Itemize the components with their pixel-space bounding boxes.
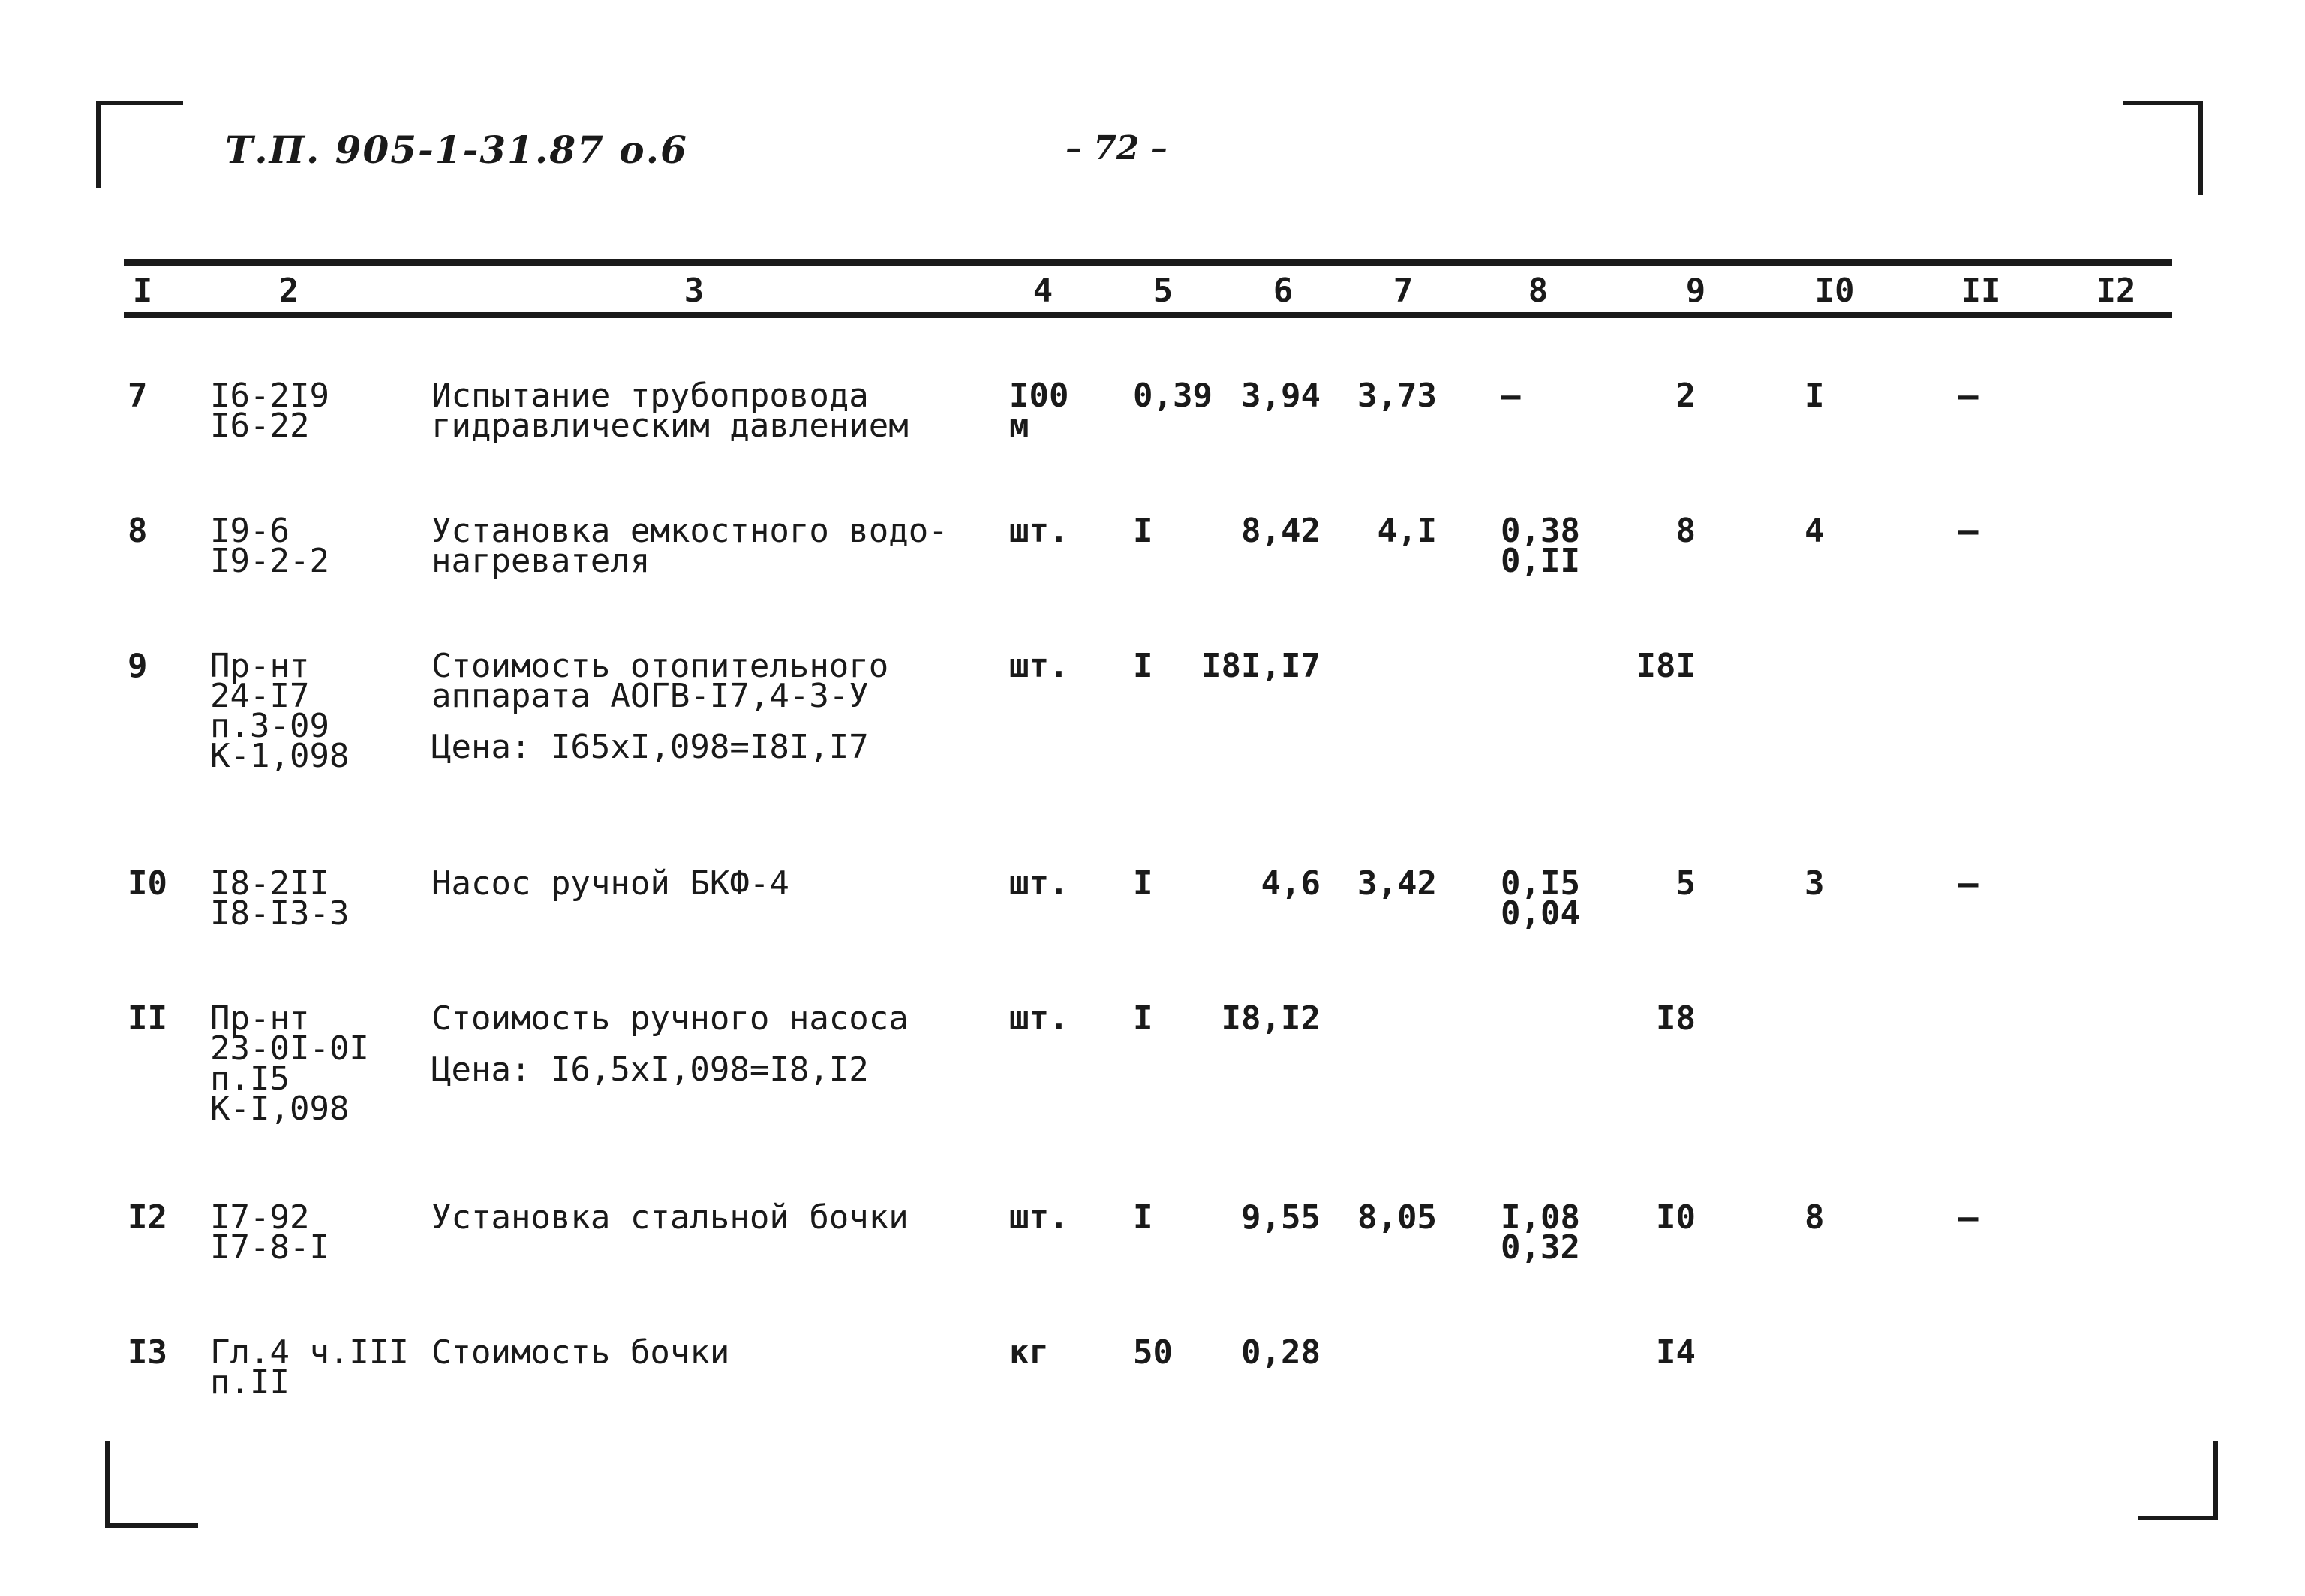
quantity: I bbox=[1133, 647, 1153, 685]
norm-code-line: I7-92 bbox=[210, 1198, 310, 1237]
unit-cost-wages: 3,73 bbox=[1357, 377, 1437, 415]
column-header-1: I bbox=[132, 272, 153, 310]
work-name-line: Стоимость ручного насоса bbox=[431, 999, 909, 1038]
norm-code-line: I8-I3-3 bbox=[210, 894, 350, 933]
unit-of-measure: шт. bbox=[1009, 1198, 1069, 1237]
column-header-2: 2 bbox=[278, 272, 299, 310]
total-wages: 4 bbox=[1805, 512, 1825, 550]
quantity: 50 bbox=[1133, 1333, 1173, 1372]
unit-of-measure: шт. bbox=[1009, 647, 1069, 685]
row-number: I0 bbox=[128, 864, 167, 903]
quantity: I bbox=[1133, 1198, 1153, 1237]
total-machines: – bbox=[1958, 864, 1979, 903]
total-cost: I8I bbox=[1636, 647, 1696, 685]
column-header-4: 4 bbox=[1032, 272, 1053, 310]
norm-code-line: I9-2-2 bbox=[210, 542, 329, 580]
work-name-line: Стоимость отопительного bbox=[431, 647, 889, 685]
norm-code-line: Пр-нт bbox=[210, 999, 310, 1038]
norm-code-line: I9-6 bbox=[210, 512, 290, 550]
unit-cost-wages: 4,I bbox=[1377, 512, 1437, 550]
total-cost: 2 bbox=[1675, 377, 1696, 415]
unit-cost-wages: 8,05 bbox=[1357, 1198, 1437, 1237]
norm-code-line: I7-8-I bbox=[210, 1228, 329, 1267]
row-number: II bbox=[128, 999, 167, 1038]
column-header-9: 9 bbox=[1685, 272, 1706, 310]
work-name-line: нагревателя bbox=[431, 542, 651, 580]
norm-code-line: I6-2I9 bbox=[210, 377, 329, 415]
unit-cost-total: 8,42 bbox=[1241, 512, 1321, 550]
row-number: 7 bbox=[128, 377, 148, 415]
table-header-bottom-rule bbox=[124, 312, 2172, 318]
quantity: 0,39 bbox=[1133, 377, 1213, 415]
unit-cost-total: 9,55 bbox=[1241, 1198, 1321, 1237]
unit-of-measure: шт. bbox=[1009, 864, 1069, 903]
row-number: I2 bbox=[128, 1198, 167, 1237]
table-header-top-rule bbox=[124, 259, 2172, 266]
norm-code-line: п.II bbox=[210, 1363, 290, 1402]
row-number: I3 bbox=[128, 1333, 167, 1372]
norm-code-line: Пр-нт bbox=[210, 647, 310, 685]
unit-cost-machines: – bbox=[1501, 377, 1521, 415]
work-name-line: аппарата АОГВ-I7,4-3-У bbox=[431, 677, 869, 715]
total-machines: – bbox=[1958, 512, 1979, 550]
norm-code-line: К-1,098 bbox=[210, 737, 350, 775]
total-wages: 3 bbox=[1805, 864, 1825, 903]
column-header-11: II bbox=[1961, 272, 2001, 310]
row-number: 9 bbox=[128, 647, 148, 685]
price-note: Цена: I65хI,098=I8I,I7 bbox=[431, 728, 869, 766]
corner-mark-top-left bbox=[96, 101, 183, 188]
column-header-7: 7 bbox=[1393, 272, 1414, 310]
column-header-5: 5 bbox=[1152, 272, 1174, 310]
unit-cost-machines: I,08 bbox=[1501, 1198, 1580, 1237]
total-machines: – bbox=[1958, 377, 1979, 415]
work-name-line: Установка стальной бочки bbox=[431, 1198, 909, 1237]
column-header-12: I2 bbox=[2096, 272, 2136, 310]
unit-cost-machines: 0,II bbox=[1501, 542, 1580, 580]
quantity: I bbox=[1133, 864, 1153, 903]
unit-of-measure: шт. bbox=[1009, 999, 1069, 1038]
unit-cost-total: 3,94 bbox=[1241, 377, 1321, 415]
work-name-line: гидравлическим давлением bbox=[431, 407, 909, 445]
page-number: – 72 – bbox=[1065, 129, 1168, 167]
unit-cost-total: 4,6 bbox=[1261, 864, 1321, 903]
total-cost: I0 bbox=[1656, 1198, 1696, 1237]
total-cost: 8 bbox=[1675, 512, 1696, 550]
unit-cost-machines: 0,38 bbox=[1501, 512, 1580, 550]
unit-cost-total: 0,28 bbox=[1241, 1333, 1321, 1372]
total-cost: 5 bbox=[1675, 864, 1696, 903]
unit-of-measure: кг bbox=[1009, 1333, 1049, 1372]
row-number: 8 bbox=[128, 512, 148, 550]
column-header-3: 3 bbox=[684, 272, 705, 310]
unit-of-measure: I00 bbox=[1009, 377, 1069, 415]
work-name-line: Испытание трубопровода bbox=[431, 377, 869, 415]
unit-cost-wages: 3,42 bbox=[1357, 864, 1437, 903]
norm-code-line: п.I5 bbox=[210, 1059, 290, 1098]
column-header-8: 8 bbox=[1528, 272, 1549, 310]
unit-of-measure: шт. bbox=[1009, 512, 1069, 550]
quantity: I bbox=[1133, 512, 1153, 550]
corner-mark-top-right bbox=[2123, 101, 2203, 195]
total-wages: 8 bbox=[1805, 1198, 1825, 1237]
unit-cost-machines: 0,I5 bbox=[1501, 864, 1580, 903]
total-cost: I4 bbox=[1656, 1333, 1696, 1372]
norm-code-line: 23-0I-0I bbox=[210, 1029, 369, 1068]
norm-code-line: п.3-09 bbox=[210, 707, 329, 745]
norm-code-line: Гл.4 ч.III bbox=[210, 1333, 409, 1372]
total-wages: I bbox=[1805, 377, 1825, 415]
corner-mark-bottom-right bbox=[2138, 1441, 2218, 1520]
unit-cost-machines: 0,32 bbox=[1501, 1228, 1580, 1267]
norm-code-line: К-I,098 bbox=[210, 1090, 350, 1128]
norm-code-line: 24-I7 bbox=[210, 677, 310, 715]
document-code: Т.П. 905-1-31.87 о.6 bbox=[225, 128, 688, 172]
total-cost: I8 bbox=[1656, 999, 1696, 1038]
work-name-line: Стоимость бочки bbox=[431, 1333, 730, 1372]
unit-cost-total: I8I,I7 bbox=[1201, 647, 1321, 685]
unit-cost-machines: 0,04 bbox=[1501, 894, 1580, 933]
total-machines: – bbox=[1958, 1198, 1979, 1237]
quantity: I bbox=[1133, 999, 1153, 1038]
work-name-line: Насос ручной БКФ-4 bbox=[431, 864, 789, 903]
unit-cost-total: I8,I2 bbox=[1221, 999, 1321, 1038]
norm-code-line: I8-2II bbox=[210, 864, 329, 903]
price-note: Цена: I6,5хI,098=I8,I2 bbox=[431, 1050, 869, 1089]
work-name-line: Установка емкостного водо- bbox=[431, 512, 948, 550]
corner-mark-bottom-left bbox=[105, 1441, 198, 1528]
column-header-6: 6 bbox=[1273, 272, 1294, 310]
unit-of-measure: м bbox=[1009, 407, 1029, 445]
column-header-10: I0 bbox=[1814, 272, 1855, 310]
norm-code-line: I6-22 bbox=[210, 407, 310, 445]
